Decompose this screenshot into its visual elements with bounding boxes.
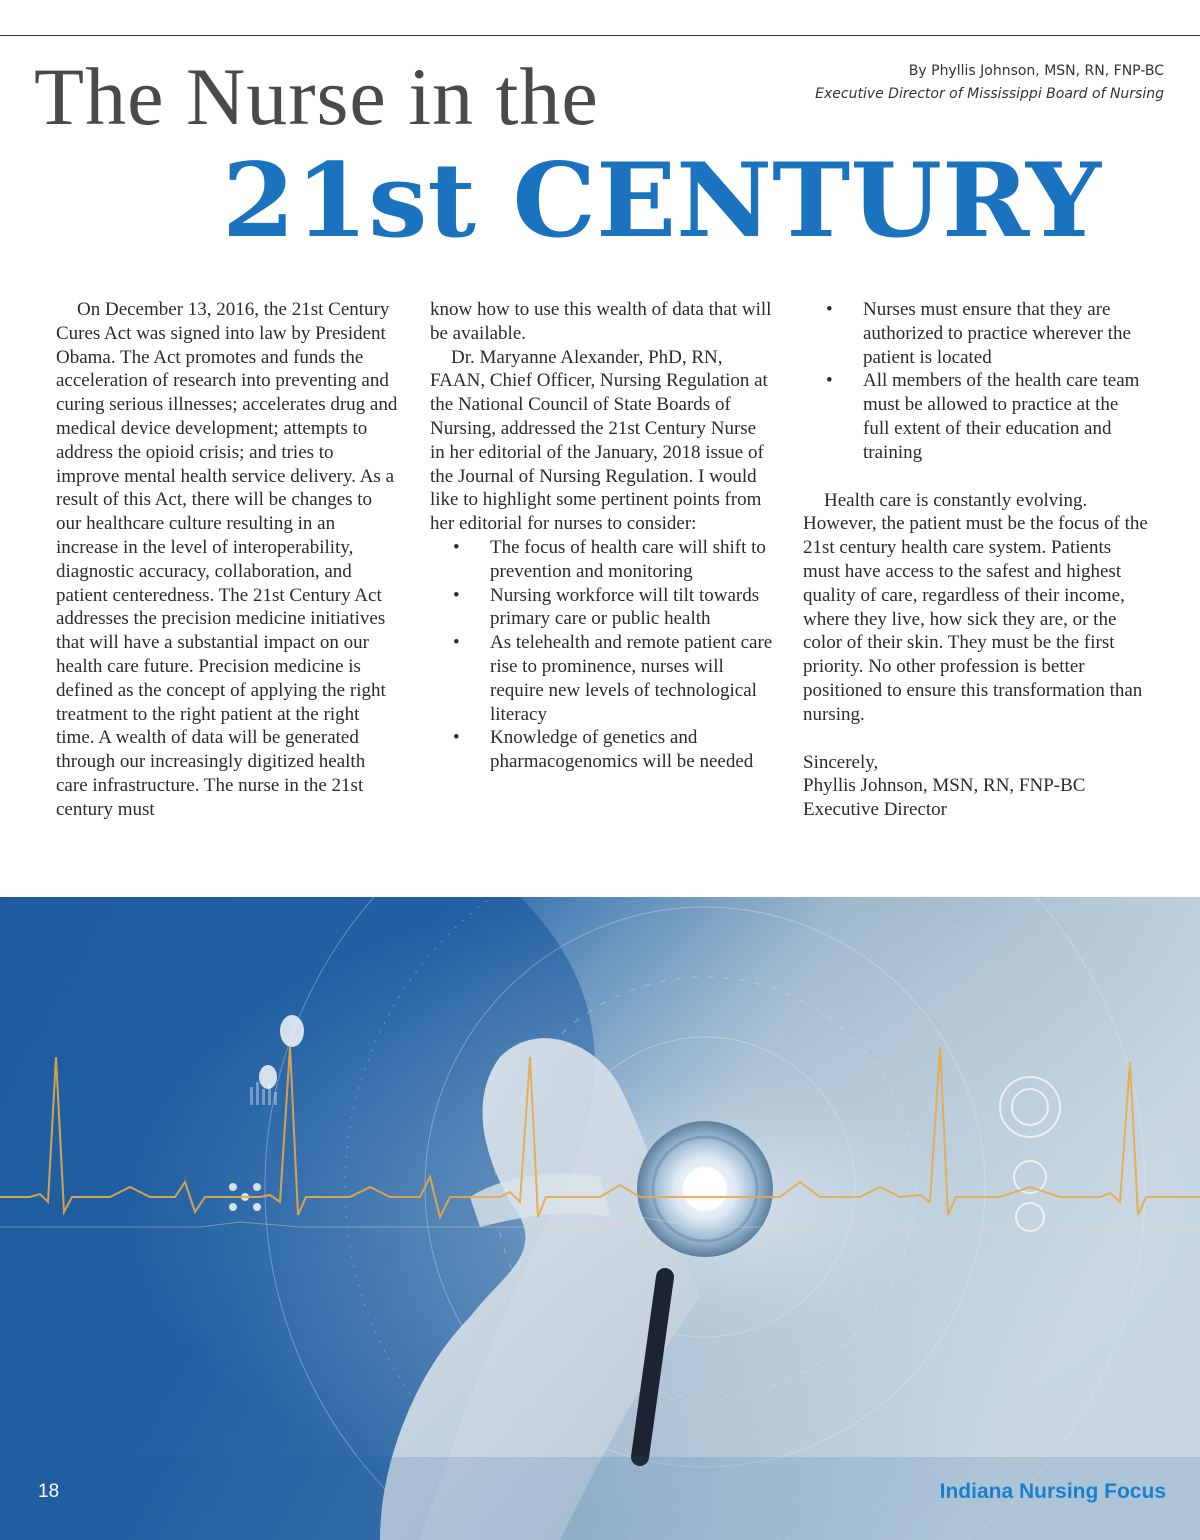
body-paragraph: know how to use this wealth of data that will be available. bbox=[430, 299, 772, 344]
article-column-3 bbox=[803, 298, 1148, 822]
body-paragraph: Dr. Maryanne Alexander, PhD, RN, FAAN, Chief Officer, Nursing Regulation at the National Council of State Boards of Nursing, addressed the 21st Century Nurse in her editorial of the January, 2018 issue of the Journal of Nursing Regulation. I would like to highlight some pertinent points from her editorial for nurses to consider: bbox=[430, 346, 768, 535]
bullet-list bbox=[803, 298, 1148, 465]
bullet-icon: • bbox=[826, 370, 833, 392]
list-item: • The focus of health care will shift to prevention and monitoring bbox=[453, 536, 766, 582]
byline-role: Executive Director of Mississippi Board of Nursing bbox=[815, 86, 1164, 102]
bullet-icon: • bbox=[453, 536, 460, 558]
body-paragraph: On December 13, 2016, the 21st Century Cures Act was signed into law by President Obama. The Act promotes and funds the acceleration of research into preventing and curing serious illnesses; accelerates drug and medical device development; attempts to address the opioid crisis; and tries to improve mental health service delivery. As a result of this Act, there will be changes to our healthcare culture resulting in an increase in the level of interoperability, diagnostic accuracy, collaboration, and patient centeredness. The 21st Century Act addresses the precision medicine initiatives that will have a substantial impact on our health care future. Precision medicine is defined as the concept of applying the right treatment to the right patient at the right time. A wealth of data will be generated through our increasingly digitized health care infrastructure. The nurse in the 21st century must bbox=[56, 299, 398, 820]
body-paragraph: Health care is constantly evolving. However, the patient must be the focus of the 21st century health care system. Patients must have access to the safest and highest quality of care, regardless of their income, where they live, how sick they are, or the color of their skin. They must be the first priority. No other profession is better positioned to ensure this transformation than nursing. bbox=[803, 489, 1148, 725]
list-item: • As telehealth and remote patient care rise to prominence, nurses will require new levels of technological literacy bbox=[453, 632, 773, 725]
list-item: • Nurses must ensure that they are authorized to practice wherever the patient is located bbox=[826, 299, 1131, 368]
bullet-icon: • bbox=[826, 299, 833, 320]
headline-line-2: 21st CENTURY bbox=[222, 141, 1102, 261]
signoff: Sincerely, bbox=[803, 751, 879, 773]
byline-author: By Phyllis Johnson, MSN, RN, FNP-BC bbox=[908, 63, 1164, 79]
list-item: • Nursing workforce will tilt towards primary care or public health bbox=[453, 584, 760, 630]
bullet-icon: • bbox=[453, 584, 460, 606]
byline bbox=[815, 60, 1164, 106]
article-column-1 bbox=[56, 298, 401, 822]
magazine-name: Indiana Nursing Focus bbox=[939, 1480, 1166, 1503]
bullet-icon: • bbox=[453, 727, 460, 749]
list-item: • All members of the health care team must be allowed to practice at the full extent of their education and training bbox=[826, 370, 1140, 463]
top-rule bbox=[0, 35, 1200, 36]
signature-name: Phyllis Johnson, MSN, RN, FNP-BC bbox=[803, 775, 1086, 797]
page-number: 18 bbox=[38, 1481, 60, 1502]
article-column-2 bbox=[430, 298, 775, 774]
list-item: • Knowledge of genetics and pharmacogenomics will be needed bbox=[453, 727, 754, 773]
headline-line-1: The Nurse in the bbox=[34, 51, 599, 142]
bullet-list bbox=[430, 536, 775, 774]
bullet-icon: • bbox=[453, 632, 460, 654]
hero-photo bbox=[0, 897, 1200, 1540]
signature-title: Executive Director bbox=[803, 799, 948, 821]
